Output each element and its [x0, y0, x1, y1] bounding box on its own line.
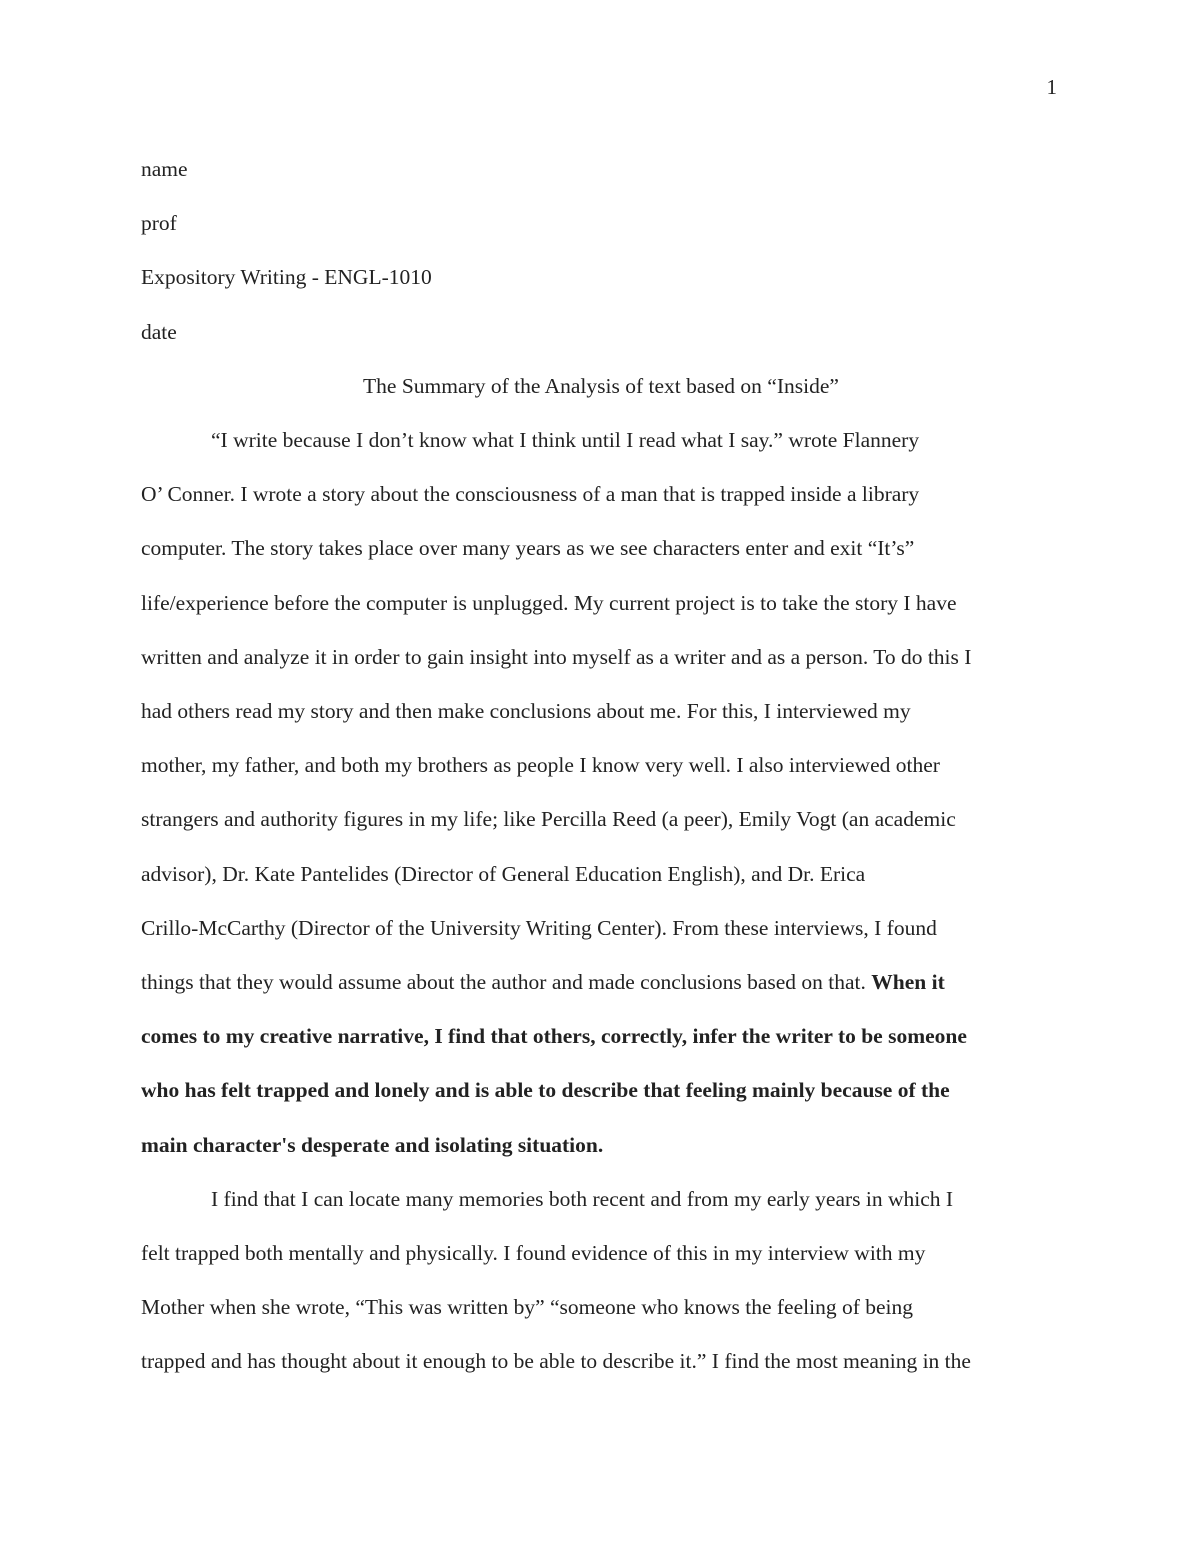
text-line: Mother when she wrote, “This was written by” “someone who knows the feeling of being [141, 1295, 914, 1320]
text-line: strangers and authority figures in my life; like Percilla Reed (a peer), Emily Vogt (an academic [141, 807, 956, 832]
thesis-line: who has felt trapped and lonely and is able to describe that feeling mainly because of the [141, 1078, 950, 1103]
text-line: advisor), Dr. Kate Pantelides (Director of General Education English), and Dr. Erica [141, 861, 866, 886]
document-body [141, 142, 1061, 1389]
text-plain: things that they would assume about the author and made conclusions based on that. [141, 970, 872, 995]
text-line: written and analyze it in order to gain insight into myself as a writer and as a person. To do this I [141, 644, 972, 669]
text-line: had others read my story and then make conclusions about me. For this, I interviewed my [141, 699, 911, 724]
thesis-line: main character's desperate and isolating situation. [141, 1132, 604, 1157]
text-line: life/experience before the computer is unplugged. My current project is to take the story I have [141, 590, 957, 615]
text-line: “I write because I don’t know what I think until I read what I say.” wrote Flannery [211, 428, 920, 453]
text-line: O’ Conner. I wrote a story about the consciousness of a man that is trapped inside a library [141, 482, 920, 507]
professor-name: prof [141, 211, 177, 236]
course-name: Expository Writing - ENGL-1010 [141, 265, 432, 290]
text-line: computer. The story takes place over many years as we see characters enter and exit “It’s” [141, 536, 915, 561]
date: date [141, 319, 177, 344]
paragraph-2 [141, 1172, 1061, 1389]
text-line: mother, my father, and both my brothers as people I know very well. I also interviewed other [141, 753, 940, 778]
author-name: name [141, 157, 188, 181]
thesis-line: comes to my creative narrative, I find that others, correctly, infer the writer to be someone [141, 1024, 967, 1049]
text-line: I find that I can locate many memories both recent and from my early years in which I [211, 1186, 954, 1211]
text-line: felt trapped both mentally and physically. I found evidence of this in my interview with my [141, 1241, 926, 1266]
page-number: 1 [1046, 75, 1057, 99]
text-line-mixed [141, 955, 1061, 1009]
paragraph-1 [141, 413, 1061, 1172]
text-line: trapped and has thought about it enough to be able to describe it.” I find the most meaning in the [141, 1349, 971, 1374]
essay-title: The Summary of the Analysis of text based on “Inside” [363, 373, 839, 398]
text-line: Crillo-McCarthy (Director of the University Writing Center). From these interviews, I found [141, 915, 937, 940]
thesis-start: When it [871, 970, 945, 995]
